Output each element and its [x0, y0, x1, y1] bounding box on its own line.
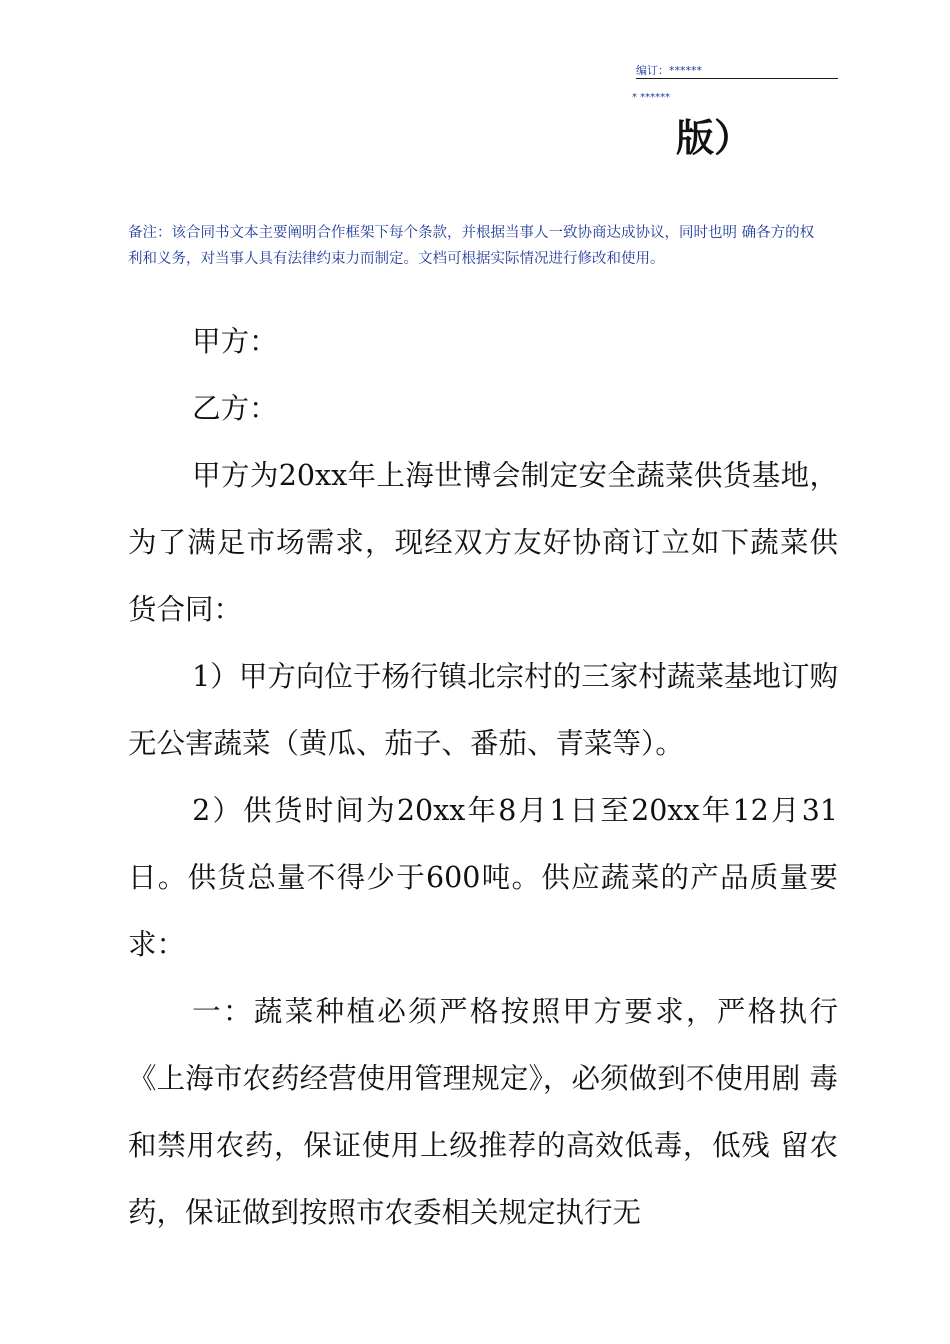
- contract-paragraph: 1）甲方向位于杨行镇北宗村的三家村蔬菜基地订购无公害蔬菜（黄瓜、茄子、番茄、青菜等）。: [128, 660, 838, 760]
- contract-paragraph: 一：蔬菜种植必须严格按照甲方要求，严格执行《上海市农药经营使用管理规定》，必须做到不使用剧 毒和禁用农药，保证使用上级推荐的高效低毒，低残 留农药，保证做到按照市农委相关规定执行无: [128, 995, 838, 1229]
- note-text: 备注：该合同书文本主要阐明合作框架下每个条款，并根据当事人一致协商达成协议，同时也明 确各方的权利和义务，对当事人具有法律约束力而制定。文档可根据实际情况进行修改和使用。: [128, 225, 815, 267]
- contract-paragraph: 甲方为20xx年上海世博会制定安全蔬菜供货基地，为了满足市场需求，现经双方友好协商订立如下蔬菜供货合同：: [128, 459, 838, 626]
- party-a-line: 甲方：: [192, 325, 278, 358]
- edit-sub-label: * ******: [632, 92, 671, 103]
- contract-body: [128, 308, 838, 1246]
- version-title: 版）: [676, 116, 753, 160]
- party-b-line: 乙方：: [192, 392, 278, 425]
- edit-label: 编订：******: [636, 64, 838, 79]
- contract-paragraph: 2）供货时间为20xx年8月1日至20xx年12月31日。供货总量不得少于600吨。供应蔬菜的产品质量要求：: [128, 794, 838, 961]
